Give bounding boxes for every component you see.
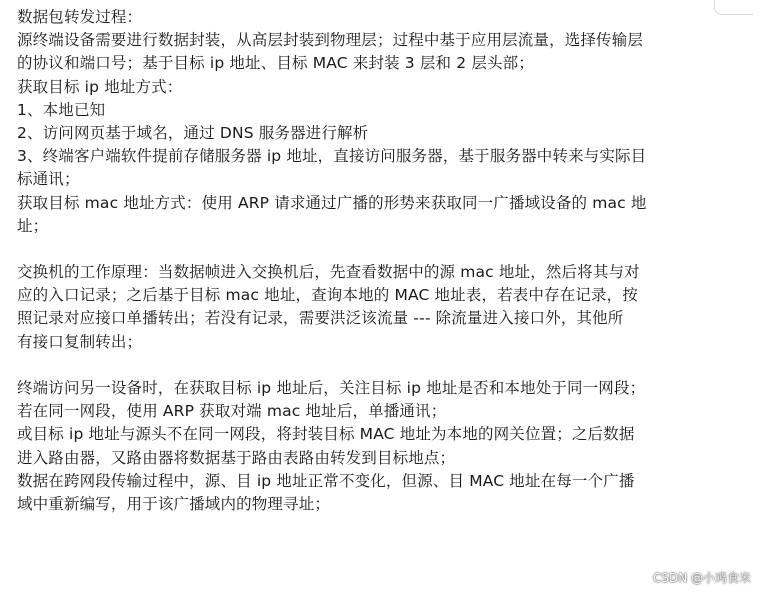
paragraph-spacer [17, 354, 749, 377]
paragraph-line: 标通讯； [17, 170, 80, 189]
paragraph-line: 源终端设备需要进行数据封装，从高层封装到物理层；过程中基于应用层流量，选择传输层 [17, 31, 644, 50]
document-body [17, 6, 749, 516]
paragraph-line: 交换机的工作原理：当数据帧进入交换机后，先查看数据中的源 mac 地址，然后将其与对 [17, 263, 640, 282]
list-item: 3、终端客户端软件提前存储服务器 ip 地址，直接访问服务器，基于服务器中转来与实际目 [17, 147, 647, 166]
paragraph-line: 照记录对应接口单播转出；若没有记录，需要洪泛该流量 --- 除流量进入接口外，其他所 [17, 309, 624, 328]
paragraph-line: 数据在跨网段传输过程中，源、目 ip 地址正常不变化，但源、目 MAC 地址在每一个广播 [17, 471, 635, 490]
paragraph-line: 获取目标 ip 地址方式： [17, 77, 183, 96]
paragraph-line: 获取目标 mac 地址方式：使用 ARP 请求通过广播的形势来获取同一广播域设备的 mac 地 [17, 193, 647, 212]
paragraph-spacer [17, 238, 749, 261]
paragraph-line: 终端访问另一设备时，在获取目标 ip 地址后，关注目标 ip 地址是否和本地处于同一网段； [17, 379, 646, 397]
list-item: 2、访问网页基于域名，通过 DNS 服务器进行解析 [17, 123, 369, 142]
paragraph-line: 址； [17, 216, 49, 235]
paragraph-line: 若在同一网段，使用 ARP 获取对端 mac 地址后，单播通讯； [17, 402, 447, 421]
paragraph-line: 的协议和端口号；基于目标 ip 地址、目标 MAC 来封装 3 层和 2 层头部； [17, 54, 534, 73]
csdn-watermark: CSDN @小鸡食米 [652, 571, 751, 585]
paragraph-line: 或目标 ip 地址与源头不在同一网段，将封装目标 MAC 地址为本地的网关位置；之后数据 [17, 425, 635, 444]
list-item: 1、本地已知 [17, 100, 106, 119]
paragraph-line: 进入路由器，又路由器将数据基于路由表路由转发到目标地点； [17, 448, 456, 467]
paragraph-line: 应的入口记录；之后基于目标 mac 地址，查询本地的 MAC 地址表，若表中存在记录，按 [17, 286, 638, 305]
document-title: 数据包转发过程： [17, 8, 143, 26]
paragraph-line: 域中重新编写，用于该广播域内的物理寻址； [17, 494, 331, 513]
paragraph-line: 有接口复制转出； [17, 332, 143, 351]
